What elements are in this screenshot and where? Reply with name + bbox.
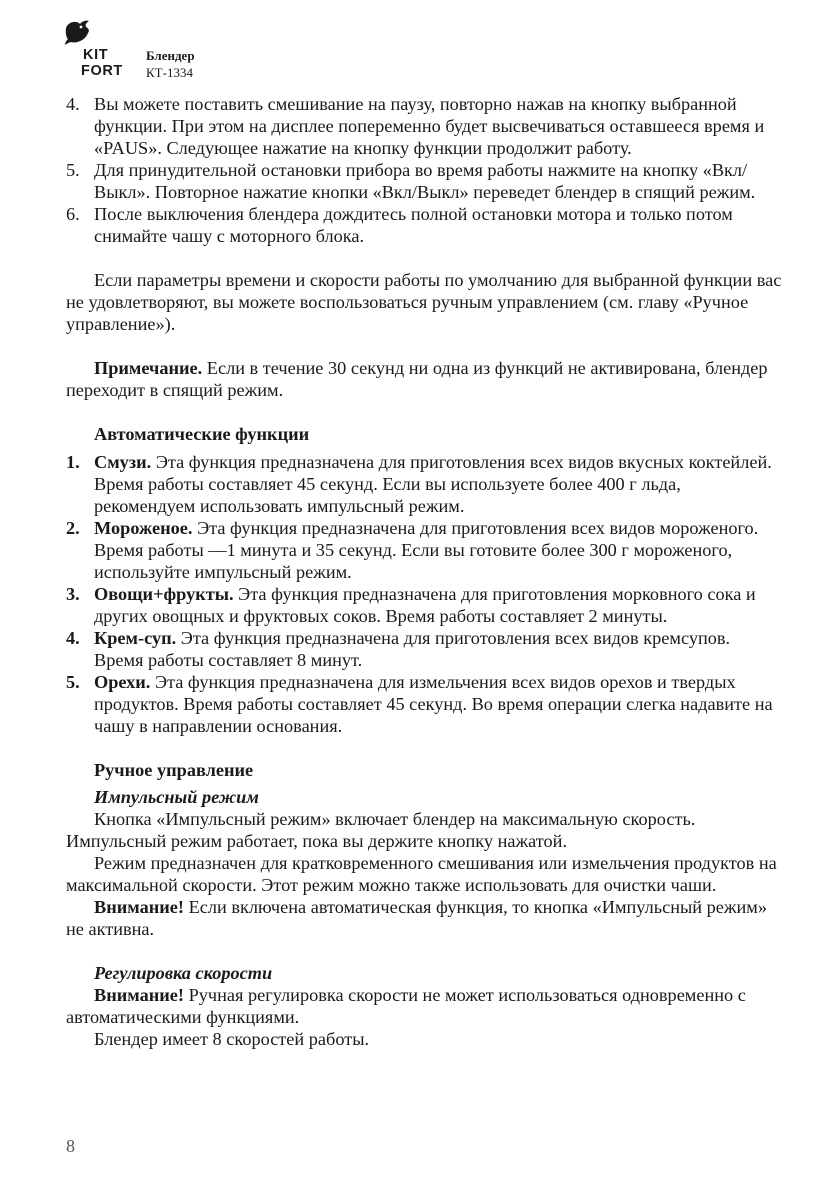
auto-functions-heading: Автоматические функции [94, 424, 310, 444]
list-item [66, 627, 782, 671]
function-title: Орехи. [94, 672, 151, 692]
list-item [66, 93, 782, 159]
list-item-text: После выключения блендера дождитесь полной остановки мотора и только потом снимайте чашу с моторного блока. [94, 204, 733, 246]
warning-text: Если включена автоматическая функция, то кнопка «Импульсный режим» не активна. [66, 897, 768, 939]
list-item [66, 517, 782, 583]
page-number: 8 [66, 1136, 75, 1156]
list-item-number: 5. [66, 160, 80, 180]
auto-functions-list [66, 451, 782, 737]
list-item-number: 3. [66, 584, 80, 604]
intro-list [66, 93, 782, 247]
function-text: Эта функция предназначена для измельчения всех видов орехов и твердых продуктов. Время работы составляет 45 секунд. Во время операции слегка надавите на чашу в направлении основания. [94, 672, 773, 736]
product-info [146, 47, 195, 81]
kitfort-logo [62, 18, 124, 80]
list-item [66, 583, 782, 627]
logo-wordmark [81, 48, 123, 79]
warning-text: Ручная регулировка скорости не может использоваться одновременно с автоматическими функциями. [66, 985, 746, 1027]
pulse-paragraph-2: Режим предназначен для кратковременного смешивания или измельчения продуктов на максимальной скорости. Этот режим можно также использовать для очистки чаши. [66, 853, 777, 895]
function-title: Овощи+фрукты. [94, 584, 234, 604]
function-text: Эта функция предназначена для приготовления морковного сока и других овощных и фруктовых соков. Время работы составляет 2 минуты. [94, 584, 756, 626]
logo-line1: KIT [83, 47, 109, 63]
function-title: Мороженое. [94, 518, 193, 538]
speed-control-subheading: Регулировка скорости [94, 963, 273, 983]
product-model: КТ-1334 [146, 65, 193, 80]
list-item-number: 4. [66, 94, 80, 114]
list-item-number: 2. [66, 518, 80, 538]
list-item [66, 159, 782, 203]
product-name: Блендер [146, 48, 195, 63]
pulse-warning [66, 896, 782, 940]
warning-label: Внимание! [94, 985, 184, 1005]
defaults-paragraph: Если параметры времени и скорости работы по умолчанию для выбранной функции вас не удовлетворяют, вы можете воспользоваться ручным управлением (см. главу «Ручное управление»). [66, 270, 782, 334]
function-text: Эта функция предназначена для приготовления всех видов вкусных коктейлей. Время работы составляет 45 секунд. Если вы используете более 400 г льда, рекомендуем использовать импульсный режим. [94, 452, 772, 516]
list-item [66, 451, 782, 517]
speed-warning [66, 984, 782, 1028]
manual-control-heading: Ручное управление [94, 760, 254, 780]
speed-paragraph-1: Блендер имеет 8 скоростей работы. [94, 1029, 370, 1049]
note-paragraph [66, 357, 782, 401]
kitfort-bird-icon [64, 18, 92, 46]
list-item-text: Вы можете поставить смешивание на паузу, повторно нажав на кнопку выбранной функции. При этом на дисплее попеременно будет высвечиваться оставшееся время и «PAUS». Следующее нажатие на кнопку функции продолжит работу. [94, 94, 765, 158]
function-title: Крем-суп. [94, 628, 177, 648]
list-item-number: 1. [66, 452, 80, 472]
function-text: Эта функция предназначена для приготовления всех видов кремсупов. Время работы составляет 8 минут. [94, 628, 731, 670]
note-label: Примечание. [94, 358, 203, 378]
pulse-mode-subheading: Импульсный режим [94, 787, 259, 807]
function-title: Смузи. [94, 452, 152, 472]
list-item [66, 671, 782, 737]
page-content [66, 93, 782, 1050]
list-item-number: 6. [66, 204, 80, 224]
list-item-number: 5. [66, 672, 80, 692]
page-header [62, 18, 362, 80]
logo-line2: FORT [81, 62, 123, 79]
list-item-text: Для принудительной остановки прибора во время работы нажмите на кнопку «Вкл/Выкл». Повторное нажатие кнопки «Вкл/Выкл» переведет блендер в спящий режим. [94, 160, 756, 202]
function-text: Эта функция предназначена для приготовления всех видов мороженого. Время работы —1 минута и 35 секунд. Если вы готовите более 300 г мороженого, используйте импульсный режим. [94, 518, 759, 582]
note-text: Если в течение 30 секунд ни одна из функций не активирована, блендер переходит в спящий режим. [66, 358, 768, 400]
list-item [66, 203, 782, 247]
list-item-number: 4. [66, 628, 80, 648]
warning-label: Внимание! [94, 897, 184, 917]
pulse-paragraph-1: Кнопка «Импульсный режим» включает блендер на максимальную скорость. Импульсный режим работает, пока вы держите кнопку нажатой. [66, 809, 696, 851]
